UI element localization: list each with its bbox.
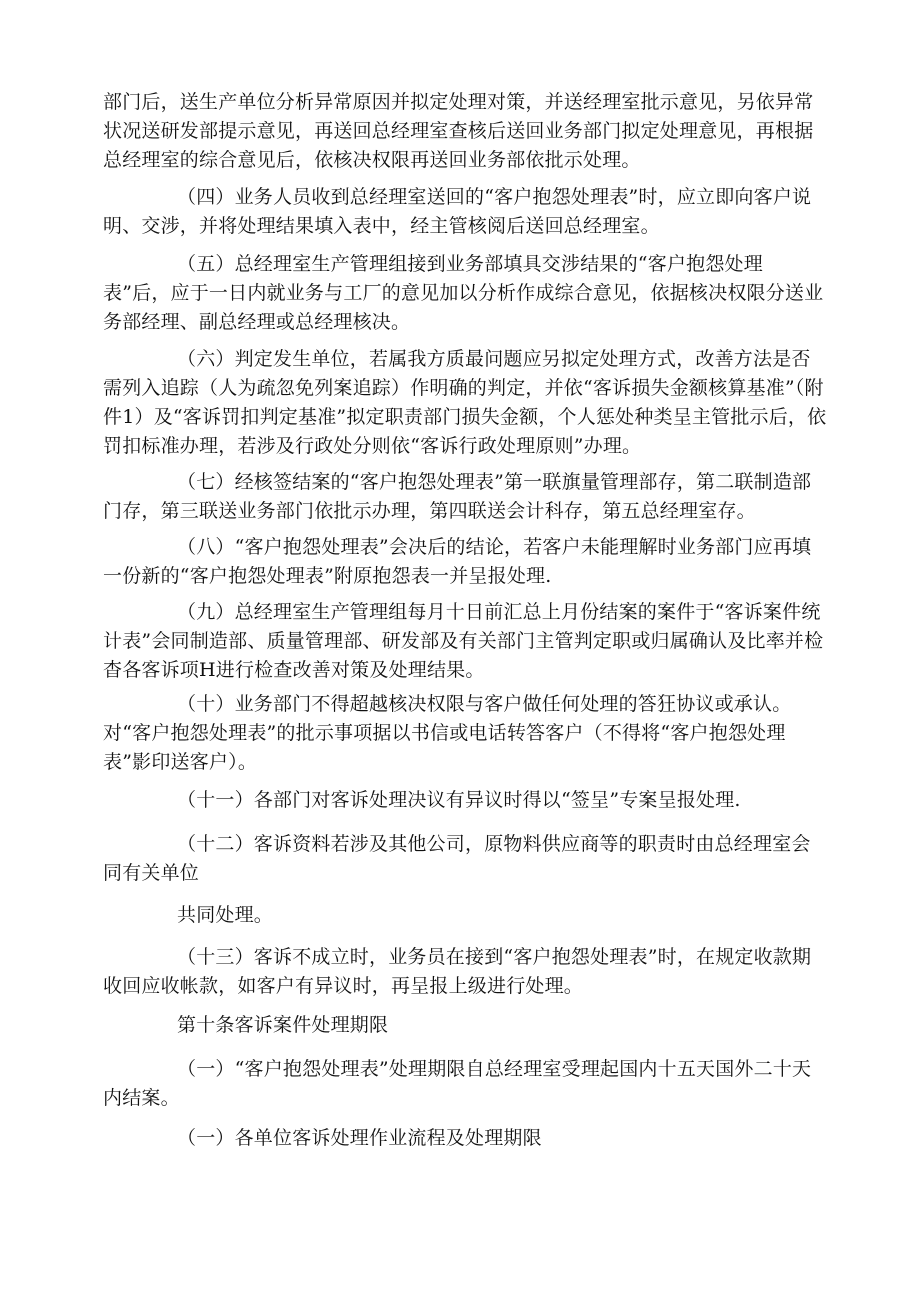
paragraph-item-8: （八）“客户抱怨处理表”会决后的结论，若客户未能理解时业务部门应再填一份新的“客户抱怨处理表”附原抱怨表一并呈报处理. [103, 536, 812, 587]
paragraph-article-10-item-1: （一）“客户抱怨处理表”处理期限自总经理室受理起国内十五天国外二十天内结案。 [103, 1058, 812, 1109]
paragraph-continuation: 部门后，送生产单位分析异常原因并拟定处理对策，并送经理室批示意见，另依异常状况送研发部提示意见，再送回总经理室查核后送回业务部门拟定处理意见，再根据总经理室的综合意见后，依核决权限再送回业务部依批示处理。 [103, 91, 814, 171]
paragraph-article-10-item-1b: （一）各单位客诉处理作业流程及处理期限 [177, 1127, 542, 1149]
paragraph-item-6: （六）判定发生单位，若属我方质最问题应另拟定处理方式，改善方法是否需列入追踪（人为疏忽免列案追踪）作明确的判定，并依“客诉损失金额核算基准”（附件1）及“客诉罚扣判定基准”拟定职责部门损失金额，个人惩处种类呈主管批示后，依罚扣标准办理，若涉及行政处分则依“客诉行政处理原则”办理。 [103, 348, 827, 457]
paragraph-item-5: （五）总经理室生产管理组接到业务部填具交涉结果的“客户抱怨处理表”后，应于一日内就业务与工厂的意见加以分析作成综合意见，依据核决权限分送业务部经理、副总经理或总经理核决。 [103, 253, 824, 333]
paragraph-item-12-continued: 共同处理。 [177, 904, 274, 926]
paragraph-item-12: （十二）客诉资料若涉及其他公司，原物料供应商等的职责时由总经理室会同有关单位 [103, 833, 811, 884]
paragraph-item-7: （七）经核签结案的“客户抱怨处理表”第一联旗量管理部存，第二联制造部门存，第三联送业务部门依批示办理，第四联送会计科存，第五总经理室存。 [103, 471, 812, 522]
paragraph-item-4: （四）业务人员收到总经理室送回的“客户抱怨处理表”时，应立即向客户说明、交涉，并将处理结果填入表中，经主管核阅后送回总经理室。 [103, 186, 812, 237]
paragraph-item-13: （十三）客诉不成立时，业务员在接到“客户抱怨处理表”时，在规定收款期收回应收帐款，如客户有异议时，再呈报上级进行处理。 [103, 946, 812, 997]
paragraph-item-10: （十）业务部门不得超越核决权限与客户做任何处理的答狂协议或承认。对“客户抱怨处理表”的批示事项据以书信或电话转答客户（不得将“客户抱怨处理表”影印送客户）。 [103, 693, 792, 773]
paragraph-item-9: （九）总经理室生产管理组每月十日前汇总上月份结案的案件于“客诉案件统计表”会同制造部、质量管理部、研发部及有关部门主管判定职或归属确认及比率并检杳各客诉项H进行检查改善对策及处理结果。 [103, 601, 824, 681]
paragraph-item-11: （十一）各部门对客诉处理决议有异议时得以“签呈”专案呈报处理. [177, 789, 741, 811]
section-heading-article-10: 第十条客诉案件处理期限 [177, 1014, 389, 1036]
